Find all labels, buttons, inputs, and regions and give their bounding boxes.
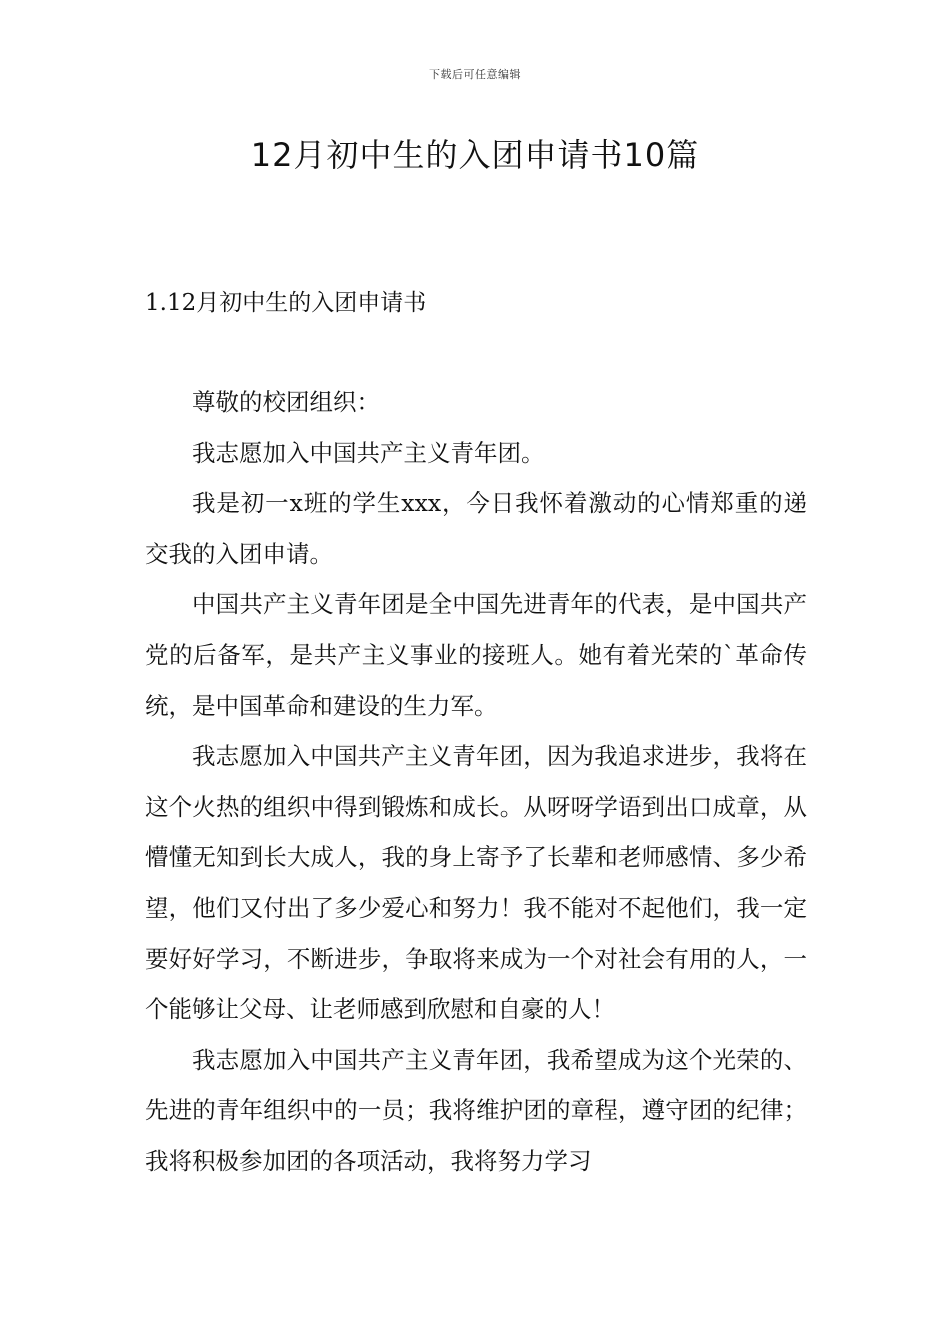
body-paragraph: 中国共产主义青年团是全中国先进青年的代表，是中国共产党的后备军，是共产主义事业的接班人。她有着光荣的`革命传统，是中国革命和建设的生力军。 xyxy=(145,590,807,720)
document-title: 12月初中生的入团申请书10篇 xyxy=(250,136,700,174)
body-paragraph: 我志愿加入中国共产主义青年团，因为我追求进步，我将在这个火热的组织中得到锻炼和成长。从呀呀学语到出口成章，从懵懂无知到长大成人，我的身上寄予了长辈和老师感情、多少希望，他们又付出了多少爱心和努力！我不能对不起他们，我一定要好好学习，不断进步，争取将来成为一个对社会有用的人，一个能够让父母、让老师感到欣慰和自豪的人！ xyxy=(145,742,807,1024)
body-paragraph: 我志愿加入中国共产主义青年团。 xyxy=(192,438,545,467)
body-paragraph: 我志愿加入中国共产主义青年团，我希望成为这个光荣的、先进的青年组织中的一员；我将维护团的章程，遵守团的纪律；我将积极参加团的各项活动，我将努力学习 xyxy=(145,1045,807,1175)
body-paragraph: 我是初一x班的学生xxx，今日我怀着激动的心情郑重的递交我的入团申请。 xyxy=(145,489,807,568)
header-note: 下载后可任意编辑 xyxy=(429,68,521,81)
document-body xyxy=(145,377,807,1187)
salutation-paragraph: 尊敬的校团组织： xyxy=(192,388,380,416)
section-heading: 1.12月初中生的入团申请书 xyxy=(145,290,427,316)
